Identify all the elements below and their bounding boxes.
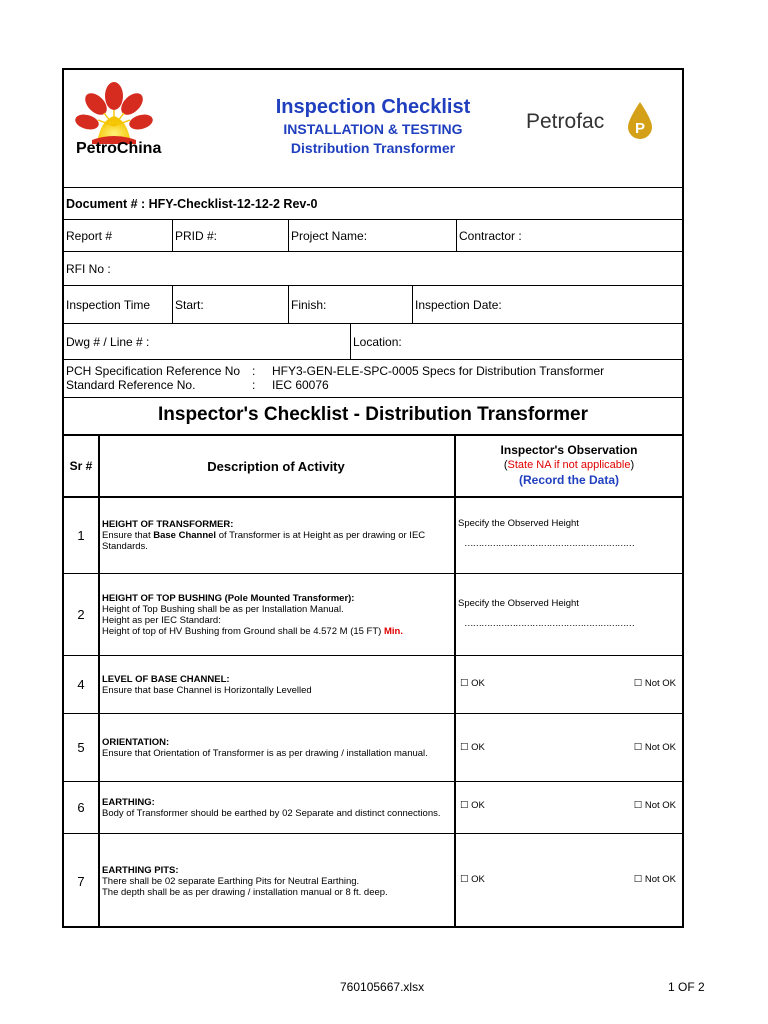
finish-field[interactable]: Finish: [288, 286, 412, 323]
col-sr-header: Sr # [64, 436, 100, 496]
references-block [66, 364, 666, 392]
rfi-field[interactable]: RFI No : [66, 261, 111, 276]
std-ref-label: Standard Reference No. [66, 378, 196, 392]
svg-text:P: P [634, 120, 646, 137]
checklist-item-7 [64, 834, 682, 928]
item-sr: 5 [64, 714, 100, 781]
page-subtitle-transformer: Distribution Transformer [290, 140, 456, 156]
document-number: Document # : HFY-Checklist-12-12-2 Rev-0 [66, 196, 318, 211]
page-title: Inspection Checklist [275, 96, 471, 118]
item-text: Body of Transformer should be earthed by 02 Separate and distinct connections. [102, 807, 441, 819]
references-row [64, 360, 682, 398]
observed-height-line[interactable]: …………………………………………………… [464, 618, 634, 629]
item-sr: 4 [64, 656, 100, 713]
col-obs-header [454, 436, 682, 496]
item-text: The depth shall be as per drawing / installation manual or 8 ft. deep. [102, 886, 388, 898]
petrofac-logo [526, 100, 656, 140]
item-description [100, 656, 452, 713]
item-heading: ORIENTATION: [102, 736, 170, 748]
report-row [64, 220, 682, 252]
ok-checkbox[interactable]: ☐ OK [460, 874, 485, 885]
item-observation [454, 656, 682, 713]
pch-spec-colon: : [252, 364, 256, 378]
pch-spec-value: HFY3-GEN-ELE-SPC-0005 Specs for Distribution Transformer [272, 364, 605, 378]
item-description [100, 782, 452, 833]
checklist-sheet [62, 68, 684, 928]
item-observation[interactable] [454, 498, 682, 573]
document-row [64, 188, 682, 220]
col-obs-close: ) [630, 459, 635, 471]
item-sr: 6 [64, 782, 100, 833]
item-text: of Transformer is at Height as per drawing or IEC Standards. [102, 530, 426, 552]
observed-height-line[interactable]: …………………………………………………… [464, 538, 634, 549]
item-text: Height as per IEC Standard: [102, 614, 221, 626]
not-ok-checkbox[interactable]: ☐ Not OK [633, 800, 676, 811]
checklist-item-2 [64, 574, 682, 656]
item-text: Ensure that [102, 530, 154, 541]
item-text: Ensure that Orientation of Transformer is as per drawing / installation manual. [102, 747, 428, 759]
not-ok-checkbox[interactable]: ☐ Not OK [633, 742, 676, 753]
item-text: There shall be 02 separate Earthing Pits for Neutral Earthing. [102, 875, 360, 887]
not-ok-checkbox[interactable]: ☐ Not OK [633, 874, 676, 885]
start-field[interactable]: Start: [172, 286, 288, 323]
item-observation [454, 714, 682, 781]
item-text: Ensure that base Channel is Horizontally Levelled [102, 684, 312, 696]
checklist-item-4 [64, 656, 682, 714]
col-obs-open: ( [503, 459, 508, 471]
report-field[interactable]: Report # [66, 228, 113, 243]
col-obs-note: State NA if not applicable [507, 459, 631, 471]
location-field[interactable]: Location: [350, 324, 682, 359]
item-observation [454, 782, 682, 833]
std-ref-value: IEC 60076 [272, 378, 329, 392]
col-obs-record: (Record the Data) [518, 473, 619, 487]
item-heading: HEIGHT OF TRANSFORMER: [102, 519, 234, 530]
col-obs-title: Inspector's Observation [500, 443, 638, 457]
item-text: Height of top of HV Bushing from Ground shall be 4.572 M (15 FT) [102, 625, 384, 637]
column-header-row [64, 436, 682, 498]
contractor-field[interactable]: Contractor : [456, 220, 682, 251]
item-heading: EARTHING PITS: [102, 864, 179, 876]
item-description [100, 574, 452, 655]
item-min-label: Min. [383, 625, 403, 637]
checklist-item-1 [64, 498, 682, 574]
inspection-time-row [64, 286, 682, 324]
item-sr: 7 [64, 834, 100, 928]
col-desc-header: Description of Activity [207, 458, 345, 474]
ok-checkbox[interactable]: ☐ OK [460, 742, 485, 753]
item-text: Height of Top Bushing shall be as per Installation Manual. [102, 603, 344, 615]
footer-page-number: 1 OF 2 [668, 980, 705, 994]
item-description [100, 834, 452, 928]
header-block [64, 70, 682, 188]
pch-spec-label: PCH Specification Reference No [66, 364, 241, 378]
checklist-item-5 [64, 714, 682, 782]
page-subtitle-installation: INSTALLATION & TESTING [283, 121, 463, 137]
petrochina-wordmark: PetroChina [76, 140, 162, 157]
item-description [100, 714, 452, 781]
dwg-line-field[interactable]: Dwg # / Line # : [66, 334, 150, 349]
ok-checkbox[interactable]: ☐ OK [460, 678, 485, 689]
petrofac-wordmark: Petrofac [526, 110, 605, 133]
item-sr: 2 [64, 574, 100, 655]
item-description [100, 498, 452, 573]
checklist-item-6 [64, 782, 682, 834]
inspection-date-field[interactable]: Inspection Date: [412, 286, 682, 323]
footer-filename: 760105667.xlsx [340, 980, 425, 994]
project-name-field[interactable]: Project Name: [288, 220, 456, 251]
prid-field[interactable]: PRID #: [172, 220, 288, 251]
not-ok-checkbox[interactable]: ☐ Not OK [633, 678, 676, 689]
ok-checkbox[interactable]: ☐ OK [460, 800, 485, 811]
rfi-row [64, 252, 682, 286]
dwg-row [64, 324, 682, 360]
item-observation [454, 834, 682, 928]
item-heading: LEVEL OF BASE CHANNEL: [102, 673, 230, 685]
item-sr: 1 [64, 498, 100, 573]
observed-height-label: Specify the Observed Height [458, 518, 579, 529]
checklist-title: Inspector's Checklist - Distribution Transformer [158, 404, 588, 425]
item-observation[interactable] [454, 574, 682, 655]
petrofac-drop-icon [624, 100, 656, 140]
item-heading: HEIGHT OF TOP BUSHING (Pole Mounted Transformer): [102, 592, 355, 604]
inspection-time-label: Inspection Time [66, 297, 151, 312]
observed-height-label: Specify the Observed Height [458, 598, 579, 609]
checklist-title-row [64, 398, 682, 436]
std-ref-colon: : [252, 378, 256, 392]
item-text-bold: Base Channel [153, 530, 217, 541]
item-heading: EARTHING: [102, 796, 155, 808]
